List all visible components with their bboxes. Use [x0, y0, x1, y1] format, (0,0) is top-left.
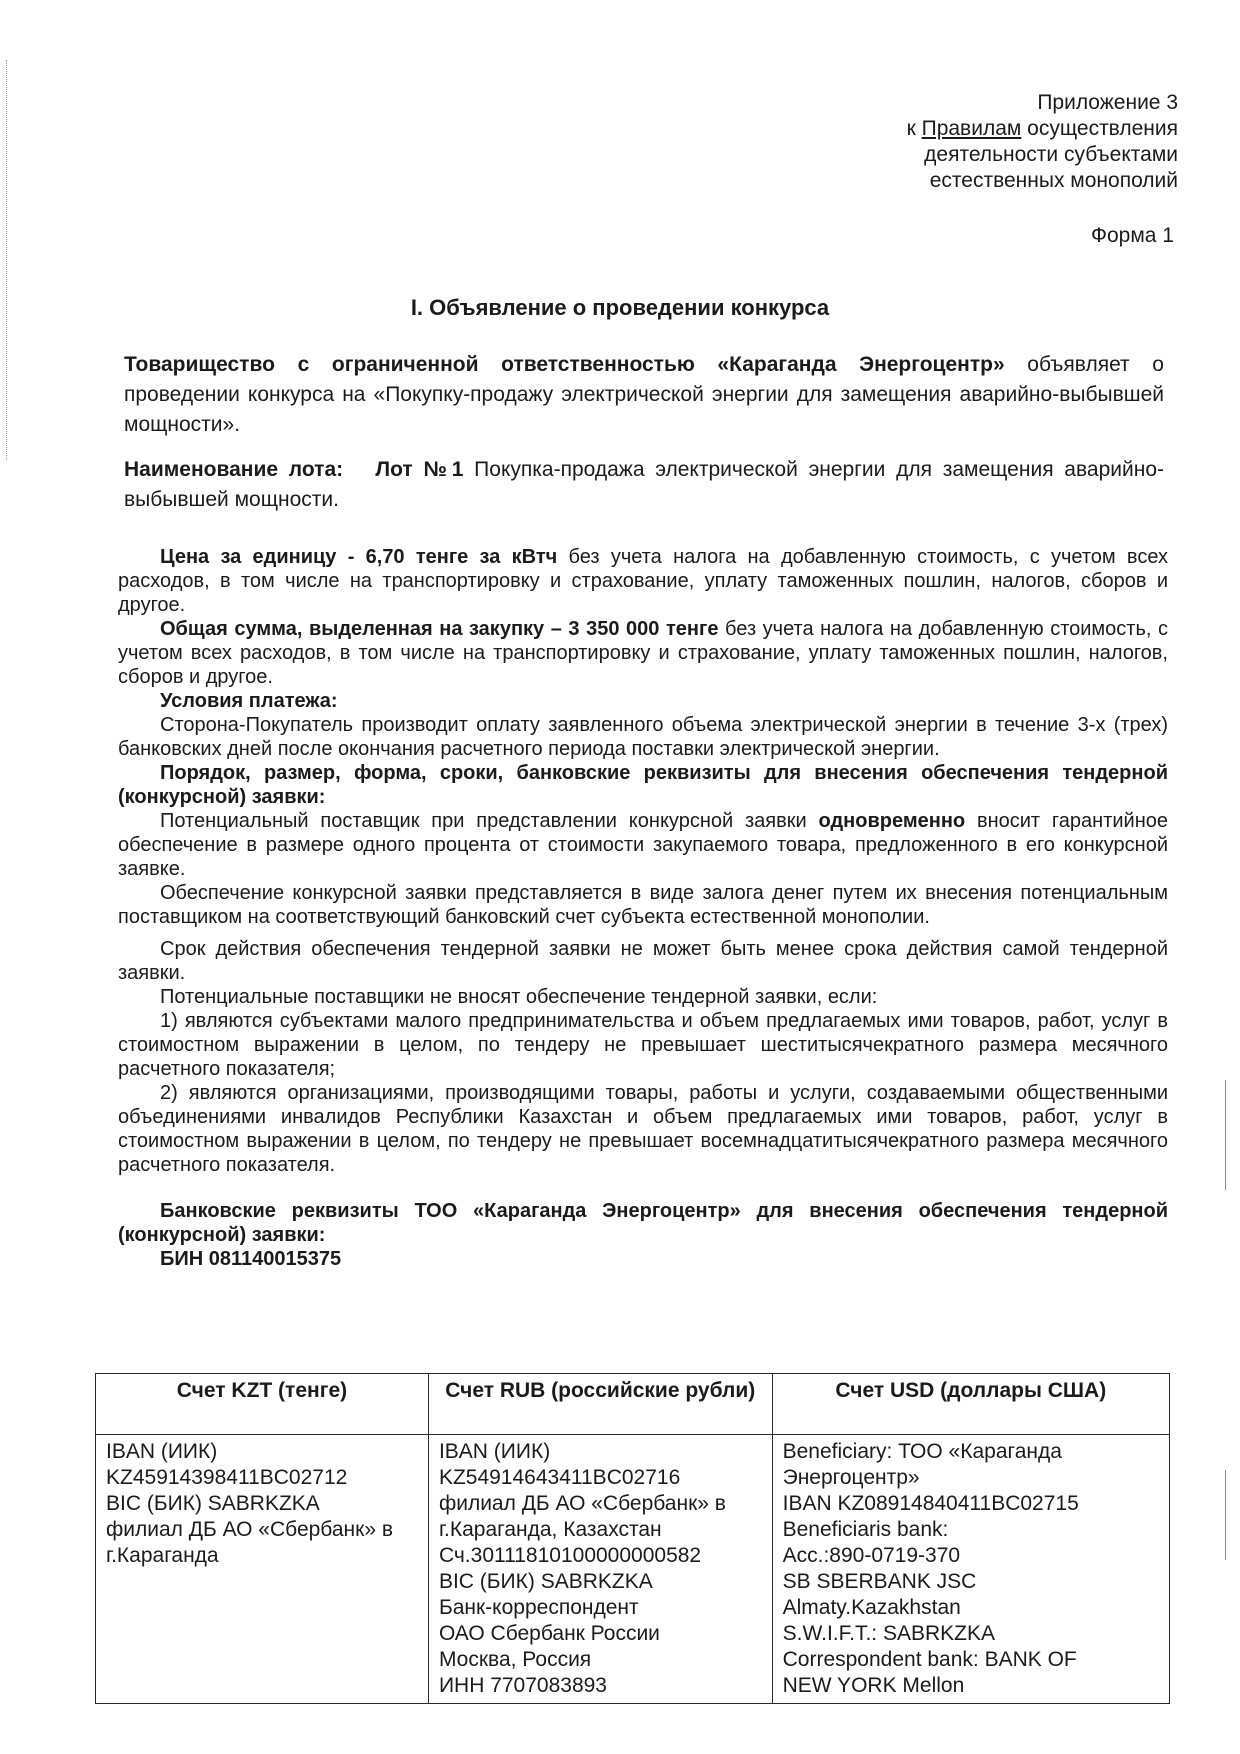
- exemption-item-1: 1) являются субъектами малого предпринимательства и объем предлагаемых ими товаров, работ, услуг в стоимостном выражении в целом, по тендеру не превышает шеститысячекратного размера месячного расчетного показателя;: [118, 1010, 1168, 1080]
- usd-line: Beneficiary: ТОО «Караганда: [782, 1440, 1062, 1463]
- kzt-line: KZ45914398411BC02712: [106, 1466, 348, 1489]
- organization-name: Товарищество с ограниченной ответственностью «Караганда Энергоцентр»: [124, 353, 1005, 376]
- intro-text: объявляет о проведении конкурса на «Покупку-продажу электрической энергии для замещения аварийно-выбывшей мощности».: [124, 353, 1164, 436]
- total-paragraph: [118, 617, 1168, 689]
- usd-line: Acc.:890-0719-370: [782, 1544, 961, 1567]
- rub-line: IBAN (ИИК): [438, 1440, 551, 1463]
- usd-line: Beneficiaris bank:: [782, 1518, 949, 1541]
- lot-number: Лот №1: [375, 458, 464, 481]
- rub-line: филиал ДБ АО «Сбербанк» в: [438, 1492, 726, 1515]
- scan-edge-marks: [6, 60, 21, 460]
- price-label: Цена за единицу - 6,70 тенге за кВтч: [160, 546, 558, 568]
- security-paragraph-3: Срок действия обеспечения тендерной заявки не может быть менее срока действия самой тендерной заявки.: [118, 938, 1168, 984]
- usd-line: IBAN KZ08914840411BC02715: [782, 1492, 1079, 1515]
- lot-paragraph: [124, 455, 1164, 515]
- scan-edge-line: [1225, 1080, 1226, 1190]
- table-row: [96, 1435, 1170, 1704]
- appendix-line-3: деятельности субъектами: [924, 143, 1178, 166]
- table-header-row: [96, 1374, 1170, 1435]
- security-title: Порядок, размер, форма, сроки, банковские реквизиты для внесения обеспечения тендерной (конкурсной) заявки:: [118, 762, 1168, 808]
- kzt-line: IBAN (ИИК): [106, 1440, 218, 1463]
- kzt-line: BIC (БИК) SABRKZKA: [106, 1492, 320, 1515]
- total-text: без учета налога на добавленную стоимость, с учетом всех расходов, в том числе на транспортировку и страхование, уплату таможенных пошлин, налогов, сборов и другое.: [118, 618, 1168, 688]
- lot-text: Покупка-продажа электрической энергии для замещения аварийно-выбывшей мощности.: [124, 458, 1164, 511]
- column-header-usd: Счет USD (доллары США): [772, 1374, 1169, 1435]
- scan-edge-line: [1225, 1470, 1226, 1560]
- security-p1-start: Потенциальный поставщик при представлении конкурсной заявки: [160, 810, 819, 832]
- bank-details-table: [95, 1373, 1170, 1704]
- usd-account-cell: [772, 1435, 1169, 1704]
- kzt-account-cell: [96, 1435, 429, 1704]
- appendix-prefix: к: [906, 117, 922, 140]
- usd-line: NEW YORK Mellon: [782, 1674, 965, 1697]
- kzt-line: г.Караганда: [106, 1544, 219, 1567]
- usd-line: S.W.I.F.T.: SABRKZKA: [782, 1622, 995, 1645]
- appendix-suffix: осуществления: [1021, 117, 1178, 140]
- column-header-kzt: Счет KZT (тенге): [96, 1374, 429, 1435]
- rub-line: Сч.30111810100000000582: [438, 1544, 702, 1567]
- rub-line: Банк-корреспондент: [438, 1596, 639, 1619]
- price-paragraph: [118, 545, 1168, 617]
- intro-paragraph: [124, 350, 1164, 440]
- appendix-line-2: [758, 116, 1178, 142]
- payment-text: Сторона-Покупатель производит оплату заявленного объема электрической энергии в течение 3-х (трех) банковских дней после окончания расчетного периода поставки электрической энергии.: [118, 714, 1168, 760]
- rub-account-cell: [428, 1435, 772, 1704]
- kzt-line: филиал ДБ АО «Сбербанк» в: [106, 1518, 393, 1541]
- form-label: Форма 1: [1091, 224, 1174, 247]
- usd-line: Almaty.Kazakhstan: [782, 1596, 961, 1619]
- security-p1-end: вносит гарантийное обеспечение в размере одного процента от стоимости закупаемого товара, предложенного в его конкурсной заявке.: [118, 810, 1168, 880]
- security-paragraph-4: Потенциальные поставщики не вносят обеспечение тендерной заявки, если:: [160, 986, 878, 1008]
- security-p1-bold: одновременно: [818, 810, 966, 832]
- conditions-block: [118, 545, 1168, 1271]
- appendix-block: [758, 90, 1178, 194]
- rub-line: г.Караганда, Казахстан: [438, 1518, 662, 1541]
- rub-line: ОАО Сбербанк России: [438, 1622, 660, 1645]
- security-paragraph-2: Обеспечение конкурсной заявки представляется в виде залога денег путем их внесения потенциальным поставщиком на соответствующий банковский счет субъекта естественной монополии.: [118, 882, 1168, 928]
- rub-line: ИНН 7707083893: [438, 1674, 607, 1697]
- usd-line: Энергоцентр»: [782, 1466, 920, 1489]
- appendix-line-4: естественных монополий: [929, 169, 1178, 192]
- rub-line: BIC (БИК) SABRKZKA: [438, 1570, 653, 1593]
- usd-line: SB SBERBANK JSC: [782, 1570, 977, 1593]
- security-paragraph-1: [118, 809, 1168, 881]
- rub-line: Москва, Россия: [438, 1648, 592, 1671]
- bank-details-title: Банковские реквизиты ТОО «Караганда Энергоцентр» для внесения обеспечения тендерной (конкурсной) заявки:: [118, 1200, 1168, 1246]
- appendix-line-1: Приложение 3: [1037, 91, 1178, 114]
- payment-title: Условия платежа:: [160, 690, 338, 712]
- bin-number: БИН 081140015375: [160, 1248, 342, 1270]
- lot-label: Наименование лота:: [124, 458, 344, 481]
- rub-line: KZ54914643411BC02716: [438, 1466, 681, 1489]
- page-title: I. Объявление о проведении конкурса: [410, 295, 830, 320]
- usd-line: Correspondent bank: BANK OF: [782, 1648, 1077, 1671]
- exemption-item-2: 2) являются организациями, производящими товары, работы и услуги, создаваемыми общественными объединениями инвалидов Республики Казахстан и объем предлагаемых ими товаров, работ, услуг в стоимостном выражении в целом, по тендеру не превышает восемнадцатитысячекратного размера месячного расчетного показателя.: [118, 1082, 1168, 1176]
- total-label: Общая сумма, выделенная на закупку – 3 350 000 тенге: [160, 618, 719, 640]
- price-text: без учета налога на добавленную стоимость, с учетом всех расходов, в том числе на транспортировку и страхование, уплату таможенных пошлин, налогов, сборов и другое.: [118, 546, 1169, 616]
- rules-link[interactable]: Правилам: [921, 117, 1022, 140]
- column-header-rub: Счет RUB (российские рубли): [428, 1374, 772, 1435]
